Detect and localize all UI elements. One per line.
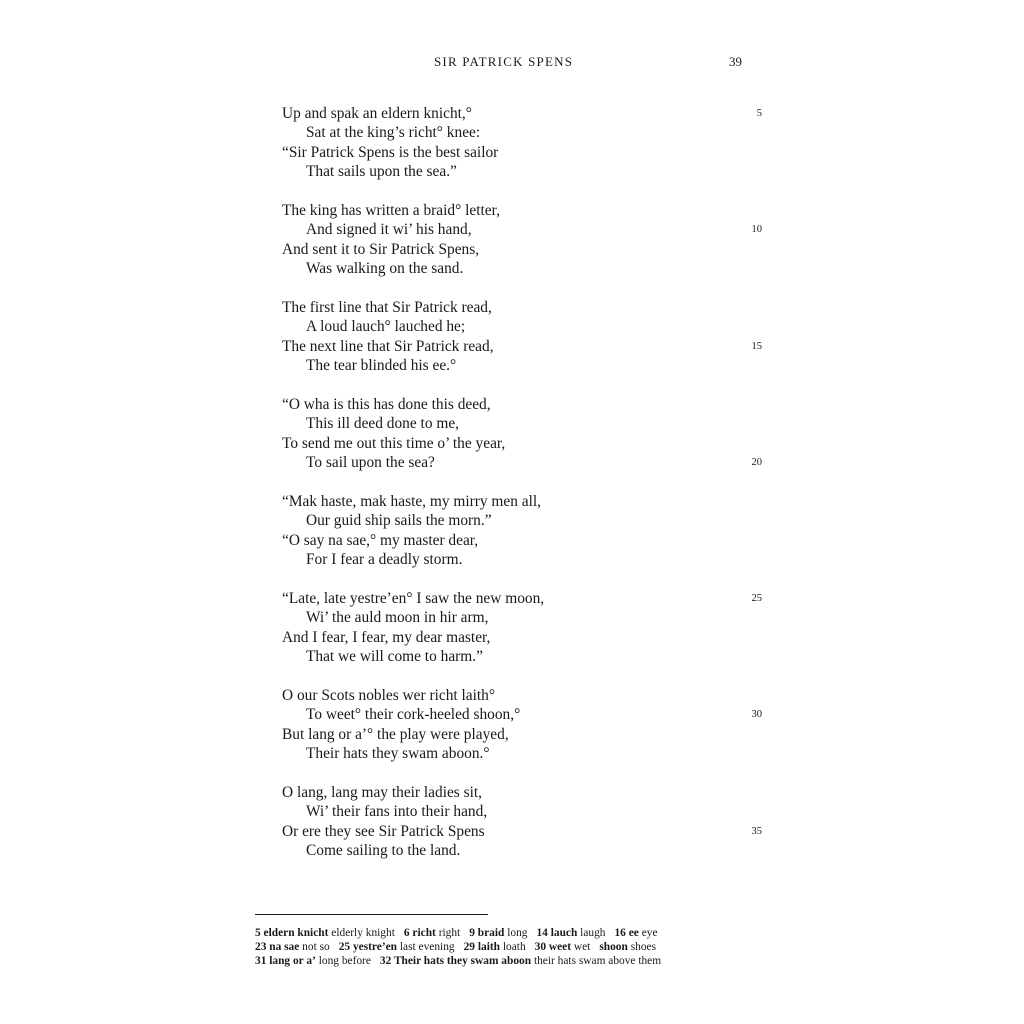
gloss-entry	[255, 941, 330, 953]
poem-line	[282, 705, 762, 724]
gloss-definition: last evening	[399, 941, 455, 953]
gloss-definition: laugh	[580, 927, 606, 939]
poem-line-text: The first line that Sir Patrick read,	[282, 299, 492, 316]
gloss-entry	[535, 941, 591, 953]
poem-line	[282, 686, 762, 705]
poem-line	[282, 608, 762, 627]
poem-line	[282, 783, 762, 802]
poem-line-text: But lang or a’° the play were played,	[282, 725, 509, 743]
stanza	[282, 298, 762, 375]
gloss-entry	[255, 927, 395, 939]
poem-line-text: “Mak haste, mak haste, my mirry men all,	[282, 493, 542, 510]
poem-line	[282, 550, 762, 569]
poem-line	[282, 104, 762, 123]
poem-line	[282, 201, 762, 220]
poem-line	[282, 143, 762, 162]
gloss-entry	[536, 927, 605, 939]
stanza	[282, 395, 762, 472]
gloss-definition: loath	[502, 941, 526, 953]
poem-line-text: O lang, lang may their ladies sit,	[282, 784, 483, 801]
poem-line	[282, 240, 762, 259]
poem-line-text: Was walking on the sand.	[306, 259, 464, 277]
gloss-definition: wet	[573, 941, 591, 953]
line-number: 15	[751, 340, 762, 352]
footnote-line	[255, 954, 755, 968]
poem-line	[282, 628, 762, 647]
poem-line	[282, 841, 762, 860]
poem-line-text: To send me out this time o’ the year,	[282, 434, 506, 452]
poem-line-text: “O wha is this has done this deed,	[282, 396, 491, 413]
page-number: 39	[729, 54, 742, 69]
poem-line-text: To weet° their cork-heeled shoon,°	[306, 706, 521, 724]
gloss-definition: long	[507, 927, 528, 939]
stanza	[282, 783, 762, 860]
gloss-entry	[339, 941, 455, 953]
poem-line	[282, 162, 762, 181]
poem-line-text: A loud lauch° lauched he;	[306, 318, 466, 336]
poem-line-text: The next line that Sir Patrick read,	[282, 337, 494, 355]
gloss-entry	[469, 927, 527, 939]
gloss-term: 23 na sae	[255, 941, 300, 953]
poem-line	[282, 356, 762, 375]
footnote-divider	[255, 914, 488, 915]
poem-line	[282, 647, 762, 666]
stanza	[282, 686, 762, 763]
poem-line	[282, 492, 762, 511]
poem-line-text: O our Scots nobles wer richt laith°	[282, 687, 496, 704]
gloss-term: 5 eldern knicht	[255, 927, 329, 939]
poem-line	[282, 220, 762, 239]
poem-line	[282, 725, 762, 744]
poem-line-text: That we will come to harm.”	[306, 647, 483, 665]
line-number: 25	[751, 593, 762, 604]
gloss-definition: shoes	[630, 941, 657, 953]
poem-line	[282, 802, 762, 821]
gloss-entry	[464, 941, 526, 953]
poem-line	[282, 531, 762, 550]
gloss-term: 29 laith	[463, 941, 501, 953]
gloss-definition: right	[438, 927, 461, 939]
poem-line	[282, 589, 762, 608]
gloss-definition: elderly knight	[331, 927, 395, 939]
poem-line	[282, 511, 762, 530]
poem-line-text: “O say na sae,° my master dear,	[282, 531, 479, 549]
poem-body	[282, 104, 762, 880]
poem-line-text: That sails upon the sea.”	[306, 162, 457, 180]
gloss-term: 6 richt	[403, 927, 436, 939]
gloss-definition: eye	[641, 927, 658, 939]
line-number: 20	[751, 456, 762, 468]
gloss-term: 25 yestre’en	[338, 941, 398, 953]
stanza	[282, 492, 762, 569]
poem-line	[282, 123, 762, 142]
poem-line-text: Or ere they see Sir Patrick Spens	[282, 822, 485, 840]
poem-line-text: Their hats they swam aboon.°	[306, 744, 490, 762]
gloss-term: 32 Their hats they swam aboon	[379, 955, 532, 967]
poem-line-text: Wi’ the auld moon in hir arm,	[306, 609, 489, 627]
gloss-term: 30 weet	[534, 941, 572, 953]
gloss-term: 16 ee	[614, 927, 639, 939]
gloss-definition: long before	[318, 955, 371, 967]
poem-line-text: “Late, late yestre’en° I saw the new moon,	[282, 590, 545, 607]
gloss-entry	[380, 955, 661, 967]
poem-line-text: And signed it wi’ his hand,	[306, 221, 472, 239]
poem-line	[282, 434, 762, 453]
gloss-entry	[404, 927, 460, 939]
gloss-entry	[599, 941, 656, 953]
gloss-entry	[614, 927, 657, 939]
gloss-definition: not so	[302, 941, 330, 953]
poem-line-text: Wi’ their fans into their hand,	[306, 803, 488, 821]
poem-line-text: And sent it to Sir Patrick Spens,	[282, 240, 480, 258]
poem-line	[282, 298, 762, 317]
line-number: 30	[751, 709, 762, 721]
poem-line-text: This ill deed done to me,	[306, 415, 460, 433]
poem-line	[282, 317, 762, 336]
poem-line-text: Come sailing to the land.	[306, 841, 461, 859]
poem-line	[282, 337, 762, 356]
line-number: 10	[751, 224, 762, 236]
poem-line	[282, 414, 762, 433]
stanza	[282, 201, 762, 278]
poem-line-text: For I fear a deadly storm.	[306, 550, 463, 568]
gloss-term: 9 braid	[469, 927, 505, 939]
poem-line-text: To sail upon the sea?	[306, 453, 435, 471]
footnote-line	[255, 940, 755, 954]
poem-line	[282, 744, 762, 763]
line-number: 5	[756, 108, 762, 119]
poem-line-text: Up and spak an eldern knicht,°	[282, 105, 472, 122]
poem-line	[282, 453, 762, 472]
gloss-entry	[255, 955, 371, 967]
poem-line-text: Sat at the king’s richt° knee:	[306, 124, 481, 142]
stanza	[282, 104, 762, 181]
line-number: 35	[751, 825, 762, 837]
running-title: SIR PATRICK SPENS	[434, 54, 574, 69]
stanza	[282, 589, 762, 666]
poem-line	[282, 395, 762, 414]
poem-line	[282, 259, 762, 278]
poem-line-text: And I fear, I fear, my dear master,	[282, 628, 491, 646]
footnotes	[255, 926, 755, 968]
gloss-term: 31 lang or a’	[255, 955, 316, 967]
poem-line-text: Our guid ship sails the morn.”	[306, 512, 492, 530]
poem-line-text: The king has written a braid° letter,	[282, 202, 500, 219]
poem-line-text: The tear blinded his ee.°	[306, 356, 457, 374]
gloss-term: shoon	[599, 941, 628, 953]
gloss-term: 14 lauch	[536, 927, 578, 939]
poem-line-text: “Sir Patrick Spens is the best sailor	[282, 143, 499, 161]
poem-line	[282, 822, 762, 841]
footnote-line	[255, 926, 755, 940]
gloss-definition: their hats swam above them	[533, 955, 662, 967]
